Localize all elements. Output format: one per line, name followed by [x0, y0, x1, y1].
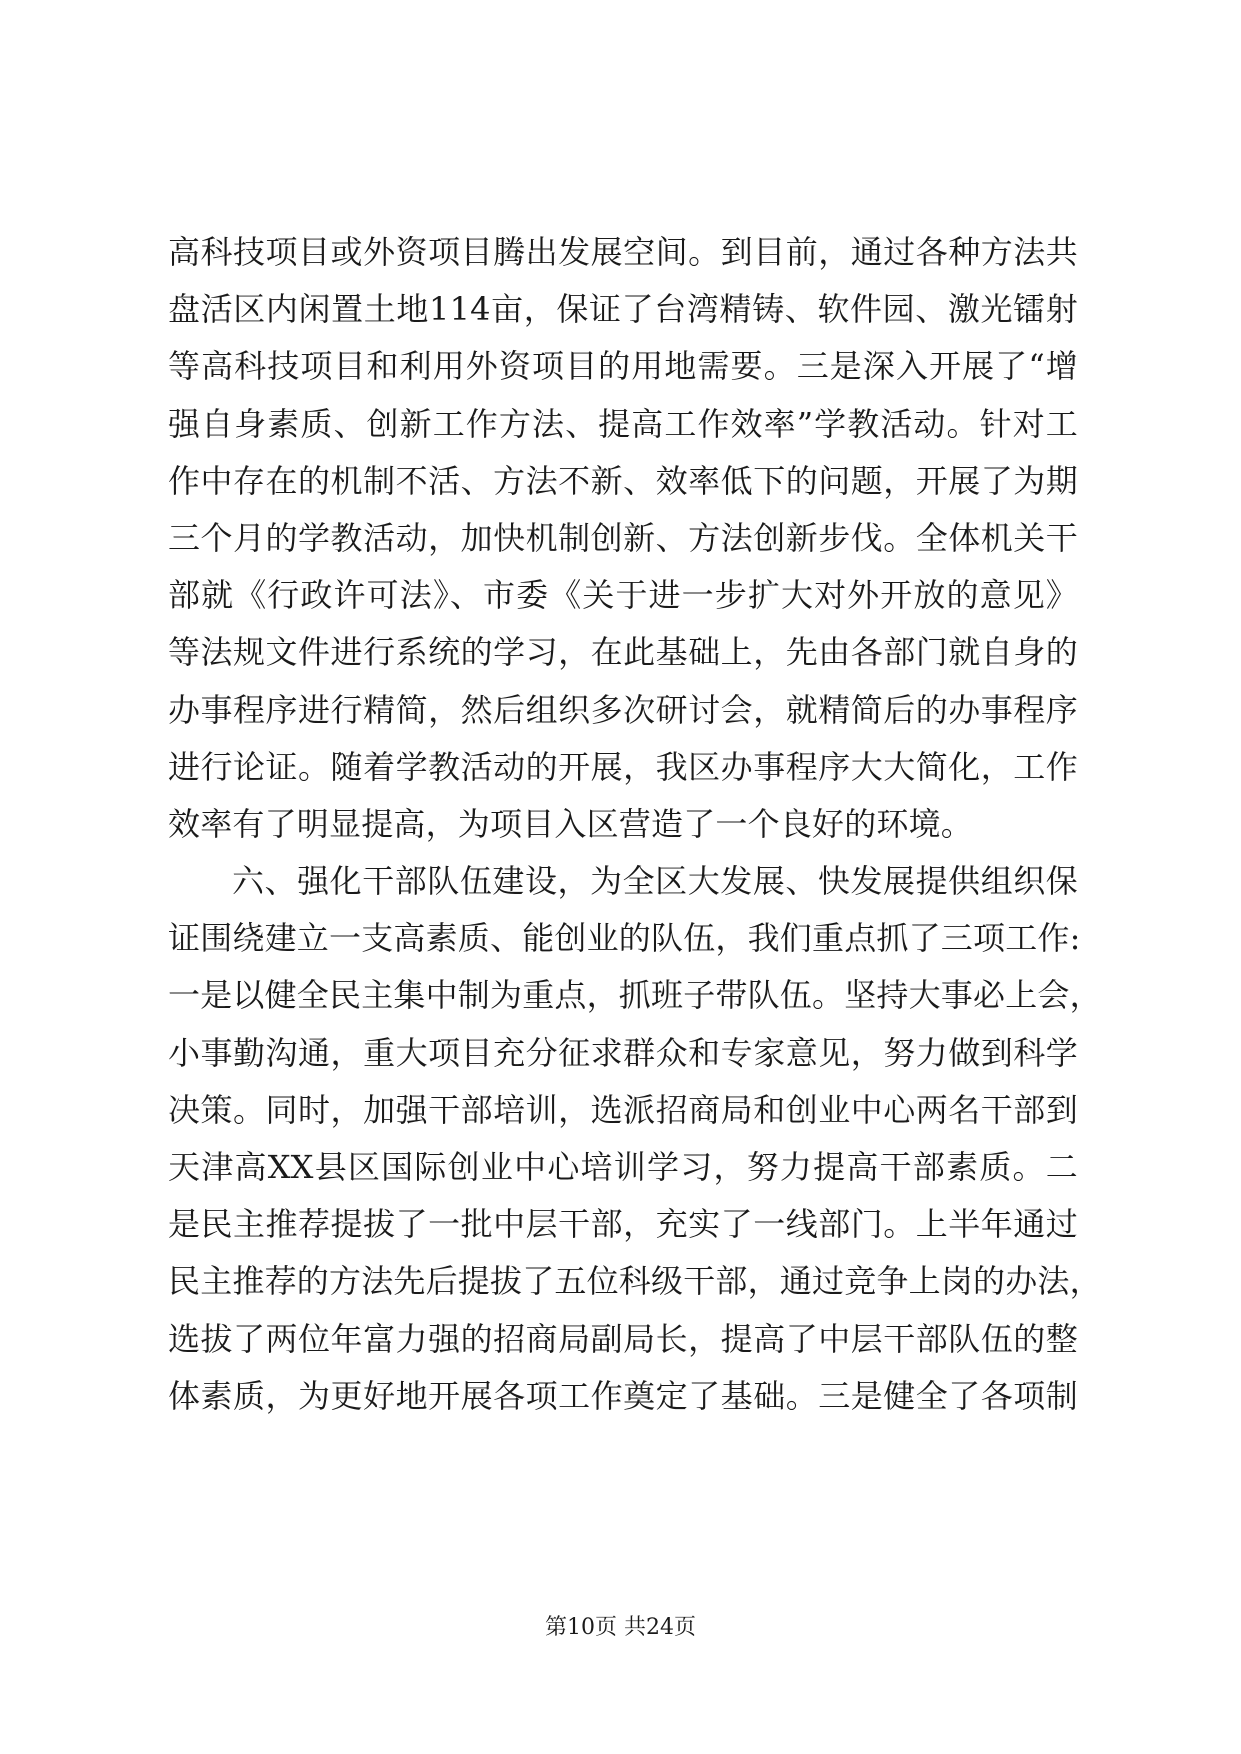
document-body [168, 224, 1102, 1425]
text-line: 小事勤沟通，重大项目充分征求群众和专家意见，努力做到科学 [168, 1033, 1078, 1072]
text-line: 选拔了两位年富力强的招商局副局长，提高了中层干部队伍的整 [168, 1319, 1078, 1358]
text-line: 高科技项目或外资项目腾出发展空间。到目前，通过各种方法共 [168, 233, 1078, 271]
text-line: 盘活区内闲置土地114亩，保证了台湾精铸、软件园、激光镭射 [168, 290, 1078, 329]
text-line: 作中存在的机制不活、方法不新、效率低下的问题，开展了为期 [168, 461, 1078, 500]
text-line: 民主推荐的方法先后提拔了五位科级干部，通过竞争上岗的办法， [168, 1262, 1102, 1301]
text-line: 等法规文件进行系统的学习，在此基础上，先由各部门就自身的 [168, 633, 1078, 672]
text-line: 是民主推荐提拔了一批中层干部，充实了一线部门。上半年通过 [168, 1205, 1078, 1244]
text-line: 体素质，为更好地开展各项工作奠定了基础。三是健全了各项制 [168, 1376, 1078, 1415]
text-line: 办事程序进行精简，然后组织多次研讨会，就精简后的办事程序 [168, 690, 1078, 729]
text-line: 证围绕建立一支高素质、能创业的队伍，我们重点抓了三项工作: [168, 919, 1081, 958]
text-line: 强自身素质、创新工作方法、提高工作效率”学教活动。针对工 [168, 404, 1078, 443]
section-heading-line: 六、强化干部队伍建设，为全区大发展、快发展提供组织保 [232, 862, 1078, 901]
text-line: 效率有了明显提高，为项目入区营造了一个良好的环境。 [168, 804, 974, 843]
text-line: 决策。同时，加强干部培训，选派招商局和创业中心两名干部到 [168, 1090, 1078, 1129]
text-line: 等高科技项目和利用外资项目的用地需要。三是深入开展了“增 [168, 347, 1078, 386]
text-line: 部就《行政许可法》、市委《关于进一步扩大对外开放的意见》 [168, 576, 1078, 615]
text-line: 天津高XX县区国际创业中心培训学习，努力提高干部素质。二 [168, 1148, 1078, 1186]
page-number-footer: 第10页 共24页 [545, 1615, 696, 1640]
text-line: 三个月的学教活动，加快机制创新、方法创新步伐。全体机关干 [168, 518, 1078, 557]
text-line: 进行论证。随着学教活动的开展，我区办事程序大大简化，工作 [168, 747, 1078, 786]
text-line: 一是以健全民主集中制为重点，抓班子带队伍。坚持大事必上会， [168, 976, 1102, 1015]
